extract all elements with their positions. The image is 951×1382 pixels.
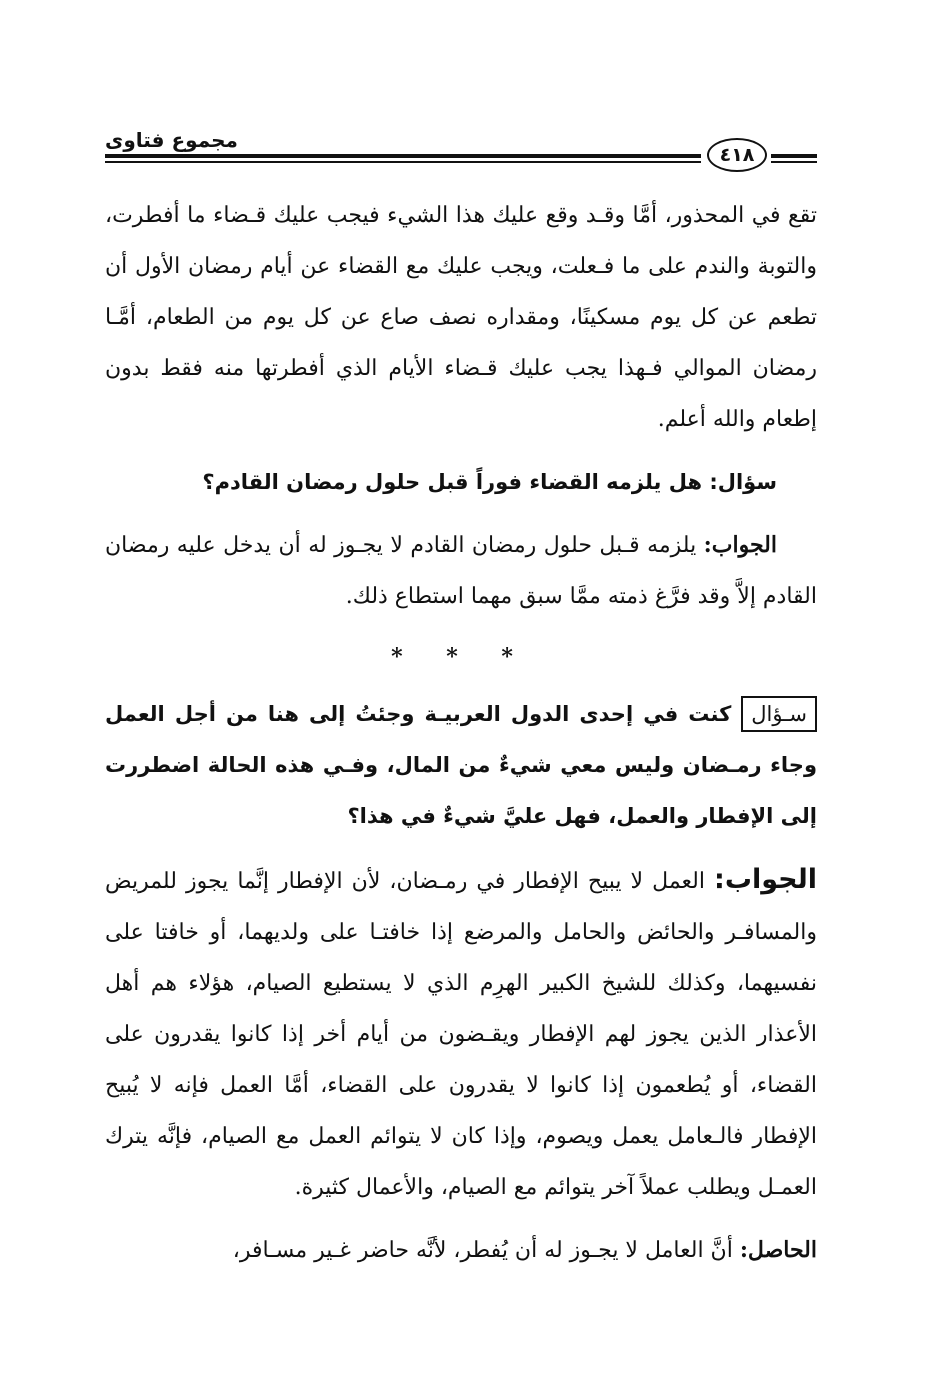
answer-2 xyxy=(105,854,817,1213)
paragraph-continuation: تقع في المحذور، أمَّا وقـد وقع عليك هذا الشيء فيجب عليك قـضاء ما أفطرت، والتوبة والندم على ما فـعلت، ويجب عليك مع القضاء عن أيام رمضان الأول أن تطعم عن كل يوم مسكينًا، ومقداره نصف صاع عن كل يوم من الطعام، أمَّـا رمضان الموالي فـهذا يجب عليك قـضاء الأيام الذي أفطرتها منه فقط بدون إطعام والله أعلم. xyxy=(105,203,817,432)
conclusion-text: أنَّ العامل لا يجـوز له أن يُفطر، لأنَّه حاضر غـير مسـافر، xyxy=(232,1238,740,1263)
answer-1 xyxy=(105,520,817,622)
question-2-box: سـؤال xyxy=(741,696,817,732)
conclusion xyxy=(105,1225,817,1276)
conclusion-label: الحاصل: xyxy=(739,1237,817,1263)
header-rule-long xyxy=(105,154,701,163)
answer-2-text: العمل لا يبيح الإفطار في رمـضان، لأن الإفطار إنَّما يجوز للمريض والمسافـر والحائض والحامل والمرضع إذا خافتـا على ولديهما، أو خافتا على نفسيهما، وكذلك للشيخ الكبير الهرِم الذي لا يستطيع الصيام، هؤلاء هم أهل الأعذار الذين يجوز لهم الإفطار ويقـضون من أيام أخر إذا كانوا يقدرون على القضاء، أو يُطعمون إذا كانوا لا يقدرون على القضاء، أمَّا العمل فإنه لا يُبيح الإفطار فالـعامل يعمل ويصوم، وإذا كان لا يتوائم العمل مع الصيام، فإنَّه يترك العمـل ويطلب عملاً آخر يتوائم مع الصيام، والأعمال كثيرة. xyxy=(105,869,817,1200)
question-1: سؤال: هل يلزمه القضاء فوراً قبل حلول رمضان القادم؟ xyxy=(202,470,777,494)
answer-2-label: الجواب: xyxy=(714,864,817,895)
book-title: مجموع فتاوى xyxy=(105,128,238,152)
header-rule-short xyxy=(771,154,817,163)
question-2-text: كنت في إحدى الدول العربيـة وجئتُ إلى هنا من أجل العمل وجاء رمـضان وليس معي شيءٌ من المال، وفـي هذه الحالة اضطررت إلى الإفطار والعمل، فهل عليَّ شيءٌ في هذا؟ xyxy=(105,702,817,828)
page-header xyxy=(105,128,817,176)
question-2 xyxy=(105,689,817,842)
section-separator: * * * xyxy=(391,644,531,670)
answer-1-label: الجواب: xyxy=(703,532,777,558)
answer-1-text: يلزمه قـبل حلول رمضان القادم لا يجـوز له أن يدخل عليه رمضان القادم إلاَّ وقد فرَّغ ذمته ممَّا سبق مهما استطاع ذلك. xyxy=(105,533,817,609)
page-content xyxy=(105,190,817,1276)
page-number: ٤١٨ xyxy=(707,138,767,172)
